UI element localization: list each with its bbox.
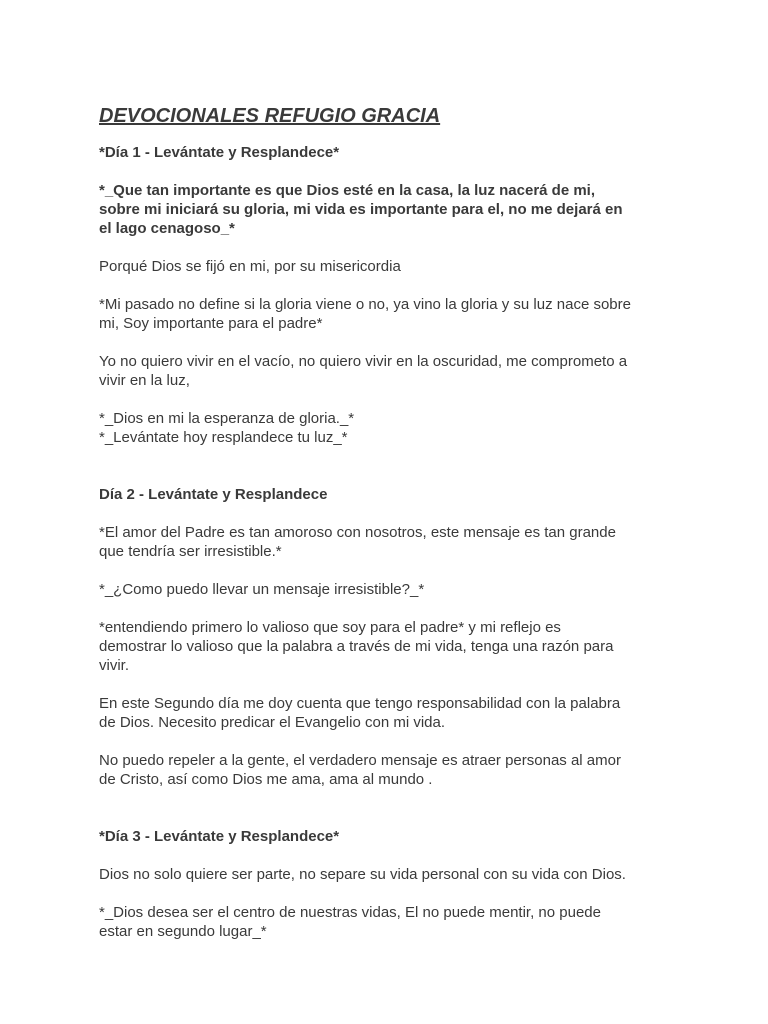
day2-heading: Día 2 - Levántate y Resplandece (99, 486, 328, 503)
day2-paragraph-4: En este Segundo día me doy cuenta que tengo responsabilidad con la palabra de Dios. Necesito predicar el Evangelio con mi vida. (99, 695, 621, 731)
day2-paragraph-3: *entendiendo primero lo valioso que soy para el padre* y mi reflejo es demostrar lo valioso que la palabra a través de mi vida, tenga una razón para vivir. (99, 619, 614, 674)
day1-paragraph-2: Porqué Dios se fijó en mi, por su misericordia (99, 258, 401, 275)
day1-paragraph-3: *Mi pasado no define si la gloria viene o no, ya vino la gloria y su luz nace sobre mi, Soy importante para el padre* (99, 296, 631, 332)
day3-paragraph-2: *_Dios desea ser el centro de nuestras vidas, El no puede mentir, no puede estar en segundo lugar_* (99, 904, 601, 940)
day3-heading: *Día 3 - Levántate y Resplandece* (99, 828, 340, 845)
document-title: DEVOCIONALES REFUGIO GRACIA (99, 105, 441, 127)
day2-paragraph-1: *El amor del Padre es tan amoroso con nosotros, este mensaje es tan grande que tendría ser irresistible.* (99, 524, 616, 560)
day1-paragraph-4: Yo no quiero vivir en el vacío, no quiero vivir en la oscuridad, me comprometo a vivir en la luz, (99, 353, 628, 389)
day2-paragraph-5: No puedo repeler a la gente, el verdadero mensaje es atraer personas al amor de Cristo, así como Dios me ama, ama al mundo . (99, 752, 621, 788)
day1-paragraph-5b: *_Levántate hoy resplandece tu luz_* (99, 429, 348, 446)
day1-heading: *Día 1 - Levántate y Resplandece* (99, 144, 340, 161)
day2-paragraph-2: *_¿Como puedo llevar un mensaje irresistible?_* (99, 581, 425, 598)
day1-paragraph-5a: *_Dios en mi la esperanza de gloria._* (99, 410, 355, 427)
document-page (99, 103, 679, 941)
day1-paragraph-1: *_Que tan importante es que Dios esté en la casa, la luz nacerá de mi, sobre mi iniciará su gloria, mi vida es importante para el, no me dejará en el lago cenagoso_* (99, 182, 623, 237)
day3-paragraph-1: Dios no solo quiere ser parte, no separe su vida personal con su vida con Dios. (99, 866, 626, 883)
